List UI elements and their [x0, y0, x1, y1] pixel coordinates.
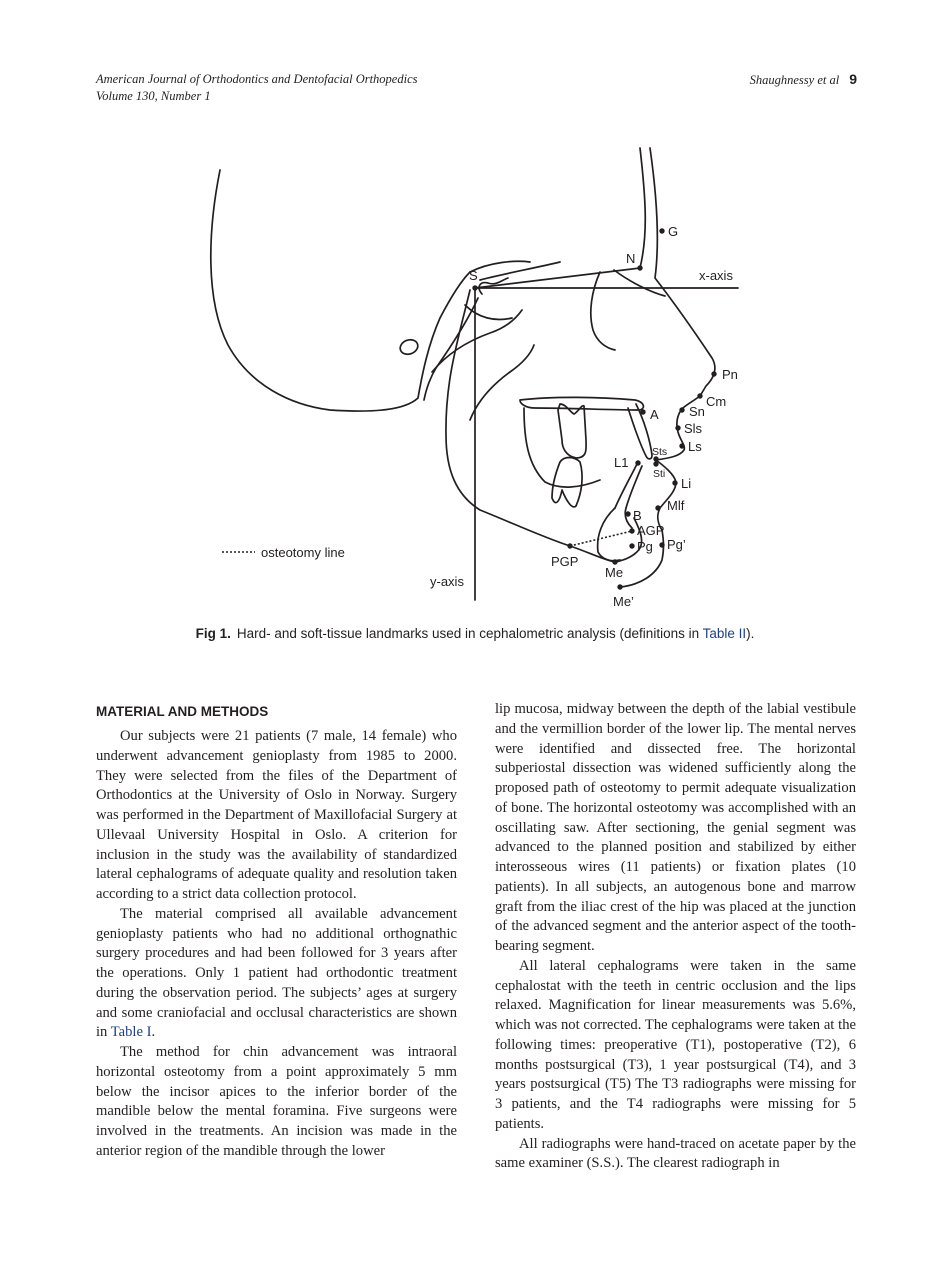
landmark-dot-pgp: [567, 543, 572, 548]
landmark-dot-li: [672, 480, 677, 485]
label-sls: Sls: [684, 421, 703, 436]
paragraph-end: .: [151, 1024, 156, 1041]
table-ii-link[interactable]: Table II: [702, 626, 747, 641]
landmark-dot-cm: [697, 393, 702, 398]
lower-molar-outline: [552, 458, 582, 507]
paragraph: All radiographs were hand-traced on acetate paper by the same examiner (S.S.). The clearest radiograph in: [495, 1135, 856, 1172]
maxillary-alveolus: [524, 408, 600, 487]
label-pn: Pn: [722, 367, 738, 382]
landmark-dot-me-soft: [617, 584, 622, 589]
figure-caption: [0, 626, 950, 641]
cephalometric-figure: [0, 130, 950, 615]
paragraph: lip mucosa, midway between the depth of the labial vestibule and the vermillion border of the lower lip. The mental nerves were identified and dissected free. The horizontal subperiostal dissection was widened sufficiently along the proposed path of osteotomy to permit adequate visualization of bone. The horizontal osteotomy was accomplished with an oscillating saw. After sectioning, the genial segment was advanced to the planned position and stabilized by either interosseous wires (11 patients) or fixation plates (10 patients). In all subjects, an autogenous bone and marrow graft from the iliac crest of the hip was placed at the junction of the advanced segment and the anterior aspect of the tooth-bearing segment.: [495, 701, 856, 954]
landmark-dot-n: [637, 265, 642, 270]
landmark-dot-l1: [635, 460, 640, 465]
porion-ear-rod: [398, 337, 420, 356]
running-header-authors: [750, 71, 857, 89]
paragraph: The method for chin advancement was intraoral horizontal osteotomy from a point approximately 5 mm below the incisor apices to the inferior border of the mandible below the mental foramina. Five surgeons were involved in the treatments. An incision was made in the anterior region of the mandible through the lower: [96, 1044, 457, 1159]
journal-title: American Journal of Orthodontics and Dentofacial Orthopedics: [96, 72, 418, 86]
label-y-axis: y-axis: [430, 574, 464, 589]
caption-text: Hard- and soft-tissue landmarks used in cephalometric analysis (definitions in: [236, 626, 703, 641]
paragraph: All lateral cephalograms were taken in the same cephalostat with the teeth in centric occlusion and the lips relaxed. Magnification for linear measurements was 5.6%, which was not corrected. The cephalograms were taken at the following times: preoperative (T1), postoperative (T2), 6 months postsurgical (T3), 1 year postsurgical (T4), and 3 years postsurgical (T5) The T3 radiographs were missing for 3 patients, and the T4 radiographs were missing for 5 patients.: [495, 957, 856, 1132]
upper-incisor-outline: [628, 404, 652, 459]
landmark-dot-me: [612, 559, 617, 564]
label-cm: Cm: [706, 394, 727, 409]
right-column: [495, 700, 856, 1174]
label-s: S: [469, 268, 478, 283]
label-pg: Pg: [637, 539, 653, 554]
landmark-dot-b: [625, 511, 630, 516]
left-column: [96, 700, 457, 1162]
landmark-dot-sls: [675, 425, 680, 430]
journal-volume: Volume 130, Number 1: [96, 89, 211, 103]
paragraph: [96, 905, 457, 1043]
landmark-dot-mlf: [655, 505, 660, 510]
label-x-axis: x-axis: [699, 268, 733, 283]
landmark-dot-sn: [679, 407, 684, 412]
section-heading: MATERIAL AND METHODS: [96, 704, 269, 719]
nasal-bone-outline: [640, 148, 645, 268]
label-a: A: [650, 407, 659, 422]
landmark-dot-pn: [711, 371, 716, 376]
legend-label: osteotomy line: [261, 545, 345, 560]
landmark-dot-a: [640, 409, 645, 414]
label-me: Me: [605, 565, 624, 580]
label-sti: Sti: [653, 468, 666, 480]
upper-molar-outline: [558, 404, 586, 458]
label-agp: AGP: [637, 523, 665, 538]
landmark-dot-pg: [629, 543, 634, 548]
label-me-soft: Me’: [613, 594, 634, 609]
label-mlf: Mlf: [667, 498, 685, 513]
landmark-dot-pg-soft: [659, 542, 664, 547]
cranium-outline: [211, 170, 470, 411]
orbit-outline: [591, 270, 665, 350]
cranial-base-outline: [424, 298, 512, 400]
page-number: 9: [849, 71, 857, 87]
osteotomy-line: [570, 531, 632, 546]
label-n: N: [626, 251, 636, 266]
landmark-dot-s: [472, 285, 477, 290]
label-l1: L1: [614, 455, 629, 470]
landmark-dot-ls: [679, 443, 684, 448]
palate-outline: [520, 397, 643, 410]
label-pg-soft: Pg’: [667, 537, 686, 552]
landmark-dot-sti: [653, 461, 658, 466]
landmark-dot-agp: [629, 528, 634, 533]
header-authors: Shaughnessy et al: [749, 73, 840, 87]
landmark-dot-g: [659, 228, 664, 233]
label-li: Li: [681, 476, 692, 491]
table-i-link[interactable]: Table I: [110, 1024, 152, 1041]
paragraph-text: The material comprised all available advancement genioplasty patients who had no additional orthognathic surgery procedures and had been followed for 3 years after the operations. Only 1 patient had orthodontic treatment during the observation period. The subjects’ ages at surgery and some craniofacial and occlusal characteristics are shown in: [96, 905, 457, 1041]
label-b: B: [633, 508, 642, 523]
running-header-journal: [96, 71, 418, 105]
figure-label: Fig 1.: [195, 626, 231, 641]
sella-outline: [470, 261, 560, 294]
label-pgp: PGP: [551, 554, 579, 569]
caption-end: ).: [746, 626, 755, 641]
label-sts: Sts: [652, 446, 668, 458]
label-g: G: [668, 224, 679, 239]
label-sn: Sn: [689, 404, 705, 419]
label-ls: Ls: [688, 439, 702, 454]
sella-nasion-line: [475, 268, 640, 288]
paragraph: Our subjects were 21 patients (7 male, 14 female) who underwent advancement genioplasty from 1985 to 2000. They were selected from the files of the Department of Orthodontics at the University of Oslo in Norway. Surgery was performed in the Department of Maxillofacial Surgery at Ullevaal University Hospital in Oslo. A criterion for inclusion in the study was the availability of standardized lateral cephalograms of adequate quality and resolution taken according to a strict data collection protocol.: [96, 728, 457, 902]
